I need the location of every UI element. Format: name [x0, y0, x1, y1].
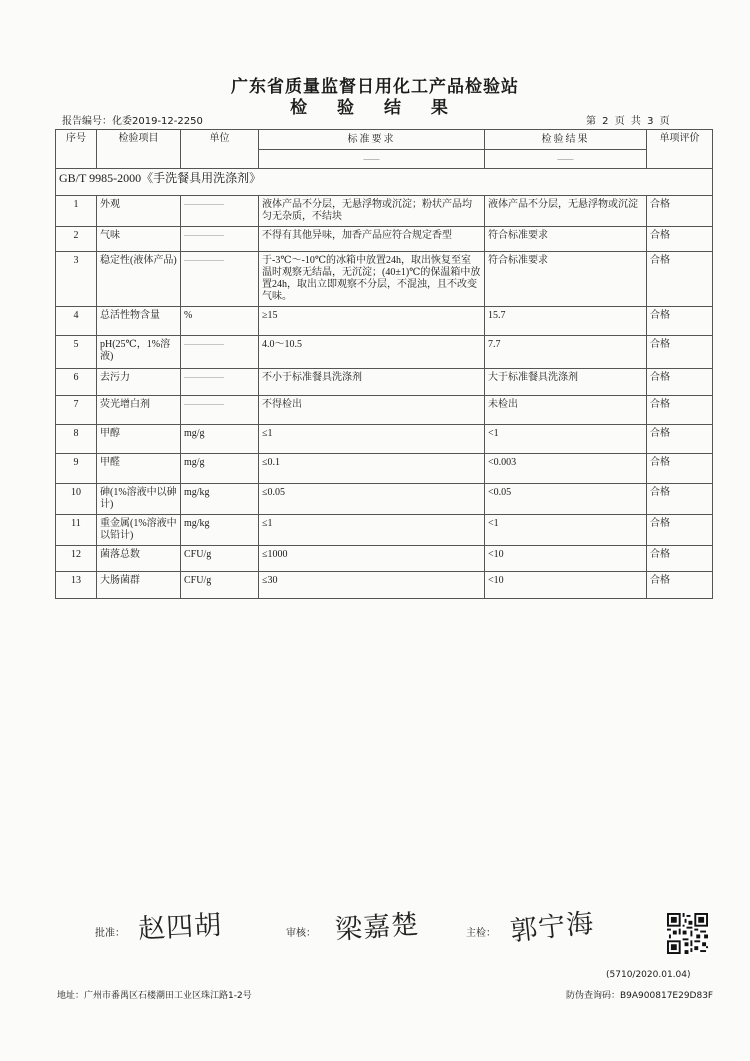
cell-seq: 8 — [56, 425, 97, 454]
cell-item: 菌落总数 — [97, 546, 181, 572]
header-requirement-label: 标准要求 — [259, 130, 484, 150]
cell-seq: 6 — [56, 369, 97, 396]
cell-requirement: 于-3℃～-10℃的冰箱中放置24h，取出恢复至室温时观察无结晶，无沉淀；(40±1)℃的保温箱中放置24h，取出立即观察不分层，不混浊，且不改变气味。 — [259, 252, 485, 307]
standard-name: GB/T 9985-2000《手洗餐具用洗涤剂》 — [56, 169, 713, 196]
cell-unit: ———— — [181, 227, 259, 252]
table-row — [56, 252, 713, 307]
table-row — [56, 227, 713, 252]
cell-seq: 11 — [56, 515, 97, 546]
cell-seq: 7 — [56, 396, 97, 425]
header-item: 检验项目 — [97, 130, 181, 169]
cell-item: 大肠菌群 — [97, 572, 181, 599]
header-result-label: 检验结果 — [485, 130, 646, 150]
table-row — [56, 572, 713, 599]
cell-item: 总活性物含量 — [97, 307, 181, 336]
cell-unit: CFU/g — [181, 546, 259, 572]
cell-evaluation: 合格 — [647, 336, 713, 369]
cell-evaluation: 合格 — [647, 196, 713, 227]
cell-seq: 13 — [56, 572, 97, 599]
cell-requirement: ≥15 — [259, 307, 485, 336]
form-code: (5710/2020.01.04) — [606, 970, 691, 980]
cell-result: 符合标准要求 — [485, 252, 647, 307]
review-signature: 梁嘉楚 — [334, 909, 421, 946]
cell-evaluation: 合格 — [647, 227, 713, 252]
cell-requirement: ≤1 — [259, 515, 485, 546]
header-evaluation: 单项评价 — [647, 130, 713, 169]
table-row — [56, 369, 713, 396]
document-subtitle: 检 验 结 果 — [290, 98, 460, 118]
cell-seq: 2 — [56, 227, 97, 252]
results-table — [55, 129, 713, 599]
verification-code: 防伪查询码：B9A900817E29D83F — [566, 991, 714, 1001]
cell-result: <10 — [485, 546, 647, 572]
page-indicator: 第 2 页 共 3 页 — [586, 116, 670, 127]
cell-unit: % — [181, 307, 259, 336]
address: 地址：广州市番禺区石楼潮田工业区珠江路1-2号 — [57, 991, 252, 1001]
cell-item: 气味 — [97, 227, 181, 252]
cell-unit: CFU/g — [181, 572, 259, 599]
cell-item: 甲醇 — [97, 425, 181, 454]
table-row — [56, 515, 713, 546]
table-row — [56, 336, 713, 369]
cell-evaluation: 合格 — [647, 454, 713, 484]
cell-evaluation: 合格 — [647, 252, 713, 307]
cell-evaluation: 合格 — [647, 572, 713, 599]
header-unit: 单位 — [181, 130, 259, 169]
header-result-dash: —— — [557, 154, 574, 163]
cell-item: 砷(1%溶液中以砷计) — [97, 484, 181, 515]
cell-evaluation: 合格 — [647, 425, 713, 454]
cell-unit: mg/kg — [181, 515, 259, 546]
cell-evaluation: 合格 — [647, 515, 713, 546]
cell-item: 荧光增白剂 — [97, 396, 181, 425]
cell-item: 去污力 — [97, 369, 181, 396]
cell-unit: ———— — [181, 196, 259, 227]
cell-requirement: 不小于标准餐具洗涤剂 — [259, 369, 485, 396]
cell-requirement: 4.0～10.5 — [259, 336, 485, 369]
cell-result: <0.05 — [485, 484, 647, 515]
table-row — [56, 396, 713, 425]
inspect-signature: 郭宁海 — [508, 907, 596, 948]
cell-unit: ———— — [181, 369, 259, 396]
cell-seq: 1 — [56, 196, 97, 227]
cell-evaluation: 合格 — [647, 546, 713, 572]
qr-code-icon — [667, 913, 708, 954]
approve-signature: 赵四胡 — [137, 909, 223, 946]
table-row — [56, 454, 713, 484]
cell-item: 稳定性(液体产品) — [97, 252, 181, 307]
cell-requirement: ≤1 — [259, 425, 485, 454]
cell-requirement: ≤0.1 — [259, 454, 485, 484]
inspect-label: 主检： — [466, 928, 496, 939]
cell-result: <1 — [485, 425, 647, 454]
cell-seq: 3 — [56, 252, 97, 307]
table-header-row — [56, 130, 713, 169]
cell-seq: 5 — [56, 336, 97, 369]
cell-seq: 4 — [56, 307, 97, 336]
cell-requirement: ≤1000 — [259, 546, 485, 572]
cell-unit: ———— — [181, 336, 259, 369]
report-number: 报告编号：化委2019-12-2250 — [62, 116, 203, 127]
cell-seq: 9 — [56, 454, 97, 484]
cell-result: 符合标准要求 — [485, 227, 647, 252]
cell-item: 甲醛 — [97, 454, 181, 484]
header-result — [485, 130, 647, 169]
cell-unit: ———— — [181, 252, 259, 307]
cell-seq: 10 — [56, 484, 97, 515]
cell-seq: 12 — [56, 546, 97, 572]
cell-evaluation: 合格 — [647, 369, 713, 396]
cell-result: <1 — [485, 515, 647, 546]
cell-requirement: 不得检出 — [259, 396, 485, 425]
table-row — [56, 307, 713, 336]
approve-label: 批准： — [95, 928, 125, 939]
cell-unit: mg/g — [181, 454, 259, 484]
cell-result: 大于标准餐具洗涤剂 — [485, 369, 647, 396]
table-row — [56, 196, 713, 227]
header-requirement-dash: —— — [363, 154, 380, 163]
cell-item: 外观 — [97, 196, 181, 227]
cell-unit: mg/kg — [181, 484, 259, 515]
cell-result: 15.7 — [485, 307, 647, 336]
cell-evaluation: 合格 — [647, 396, 713, 425]
cell-requirement: 不得有其他异味，加香产品应符合规定香型 — [259, 227, 485, 252]
cell-item: 重金属(1%溶液中以铅计) — [97, 515, 181, 546]
cell-evaluation: 合格 — [647, 307, 713, 336]
cell-requirement: ≤30 — [259, 572, 485, 599]
cell-result: 7.7 — [485, 336, 647, 369]
table-body — [56, 196, 713, 599]
header-seq: 序号 — [56, 130, 97, 169]
table-row — [56, 546, 713, 572]
cell-unit: ———— — [181, 396, 259, 425]
cell-evaluation: 合格 — [647, 484, 713, 515]
review-label: 审核： — [286, 928, 316, 939]
document-title: 广东省质量监督日用化工产品检验站 — [231, 77, 519, 97]
standard-row — [56, 169, 713, 196]
table-row — [56, 484, 713, 515]
cell-result: 未检出 — [485, 396, 647, 425]
cell-requirement: ≤0.05 — [259, 484, 485, 515]
cell-result: <0.003 — [485, 454, 647, 484]
cell-requirement: 液体产品不分层，无悬浮物或沉淀；粉状产品均匀无杂质，不结块 — [259, 196, 485, 227]
cell-result: 液体产品不分层，无悬浮物或沉淀 — [485, 196, 647, 227]
table-row — [56, 425, 713, 454]
cell-item: pH(25℃，1%溶液) — [97, 336, 181, 369]
header-requirement — [259, 130, 485, 169]
cell-unit: mg/g — [181, 425, 259, 454]
cell-result: <10 — [485, 572, 647, 599]
